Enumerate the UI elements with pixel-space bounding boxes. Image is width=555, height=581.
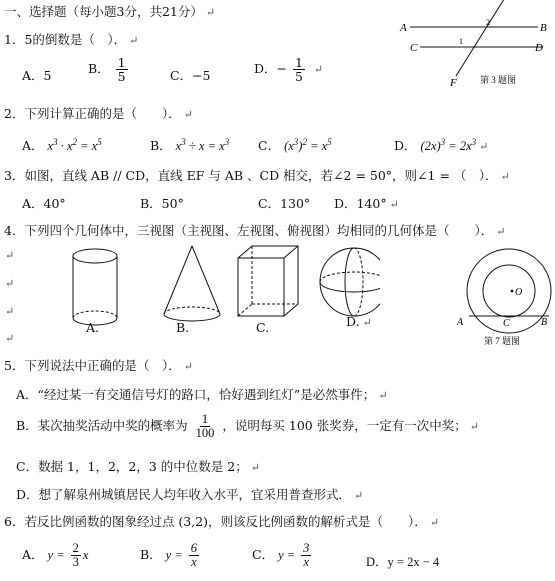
q1-d-fraction [293,56,305,83]
return-mark: ↵ [469,420,479,434]
q6-option-c [252,542,313,569]
q6-a-post: x [82,548,89,563]
return-mark: ↵ [5,277,15,290]
q5-stem-text: 5．下列说法中正确的是（ ）． [4,358,181,373]
label-d: D [535,42,543,54]
return-mark: ↵ [389,198,399,211]
numerator: 1 [117,55,126,70]
label-a: A [400,22,407,34]
label-b: B [541,317,548,328]
q2-c-expr: $(x^3)^2 = x^5$ [284,136,332,153]
q3-c-text: C．130° [258,196,311,211]
figure-7-diagram [452,246,555,350]
return-mark: ↵ [354,489,364,502]
return-mark: ↵ [362,316,372,329]
q2-b-expr: $x^3 \div x = x^3$ [175,136,230,153]
return-mark: ↵ [496,225,506,238]
q1-option-a [22,66,51,84]
q4-label-b: B. [176,320,190,335]
q3-stem [4,166,510,184]
denominator: 100 [195,426,215,441]
return-mark: ↵ [5,305,15,318]
return-mark: ↵ [429,516,440,529]
q3-b-text: B．50° [140,196,184,211]
label-o: O [515,287,523,298]
q1-b-fraction [116,56,128,83]
q6-stem [4,512,439,530]
numerator: 3 [303,541,310,555]
return-mark: ↵ [313,63,324,77]
q2-a-expr: $x^3 \cdot x^2 = x^5$ [47,136,102,153]
q3-option-d [334,194,399,212]
q6-stem-text: 6．若反比例函数的图象经过点 (3,2)，则该反比例函数的解析式是（ ）． [4,514,427,529]
q1-stem-text: 1．5的倒数是（ ）． [4,32,127,47]
section-title [4,2,215,20]
angle-1-label: 1 [459,37,463,46]
q5-option-d [16,485,363,503]
return-mark: ↵ [205,6,216,19]
q6-b-label: B． [140,547,162,563]
q2-stem [4,104,193,122]
return-mark: ↵ [5,332,15,345]
q2-c-label: C． [258,138,281,153]
q2-d-label: D． [394,138,417,153]
q4-label-d-text: D. [346,314,360,329]
q1-option-c [170,66,211,84]
return-mark: ↵ [5,249,15,262]
q2-b-label: B． [150,138,172,153]
q3-d-text: D．140° [334,196,387,211]
q5-b-fraction [194,413,217,440]
q1-option-b [88,56,130,83]
denominator: 5 [117,69,126,85]
q3-option-a [22,194,66,212]
q2-option-b [150,136,229,154]
q4-stem-text: 4．下列四个几何体中，三视图（主视图、左视图、俯视图）均相同的几何体是（ ）． [4,223,494,238]
q6-c-label: C． [252,547,275,563]
q4-label-a: A. [86,320,100,335]
q1-d-label: D．− [254,61,287,77]
label-b: B [540,22,547,34]
return-mark: ↵ [500,170,510,183]
q1-b-label: B． [88,61,110,77]
q4-stem [4,221,505,239]
return-mark: ↵ [183,108,193,121]
q3-option-b [140,194,184,212]
q5-a-text: A．“经过某一有交通信号灯的路口，恰好遇到红灯”是必然事件； [16,387,376,402]
q2-stem-text: 2．下列计算正确的是（ ）． [4,106,181,121]
label-a: A [457,317,464,328]
q5-option-b [16,413,479,440]
label-c: C [503,318,510,329]
return-mark: ↵ [183,360,193,373]
cube-figure [238,246,298,316]
q1-option-d [254,56,323,83]
q6-option-d [366,552,439,570]
q6-c-pre: y = [278,548,296,563]
q5-c-text: C．数据 1，1，2，2，3 的中位数是 2； [16,459,248,474]
sphere-figure [320,248,380,316]
q6-option-b [140,542,201,569]
figure-7-caption: 第 7 题图 [484,336,521,346]
q6-b-fraction [189,542,199,569]
q6-c-fraction [301,542,311,569]
q6-option-a [22,542,88,569]
q4-label-d [346,314,372,329]
angle-2-label: 2 [486,18,490,27]
q3-option-c [258,194,310,212]
q2-option-d [394,136,488,154]
denominator: x [303,555,310,570]
label-c: C [410,42,418,54]
q6-a-pre: y = [47,548,65,563]
denominator: 3 [72,555,79,570]
q5-b-post: ，说明每买 100 张奖券，一定有一次中奖； [222,418,467,434]
q1-c-text: C．−5 [170,68,211,83]
q6-a-fraction [71,542,81,569]
q5-option-a [16,385,388,403]
q3-stem-text: 3．如图，直线 AB // CD，直线 EF 与 AB 、CD 相交，若∠2 = 50°，则∠1 = （ ）． [4,168,498,183]
section-title-text: 一、选择题（每小题3分，共21分） [4,4,203,19]
return-mark: ↵ [378,389,388,402]
q5-b-pre: B．某次抽奖活动中奖的概率为 [16,418,188,434]
q4-label-c: C. [256,320,270,335]
q6-a-label: A． [22,547,44,563]
figure-3-diagram [398,0,548,92]
q6-d-text: D．y = 2x − 4 [366,555,440,569]
q6-b-pre: y = [165,548,183,563]
denominator: x [191,555,197,570]
q5-option-c [16,457,260,475]
cone-figure [164,246,220,321]
figure-3-caption: 第 3 题图 [480,75,517,85]
q1-stem [4,30,138,48]
numerator: 1 [201,412,209,426]
return-mark: ↵ [250,461,260,474]
q1-a-text: A．5 [22,68,52,83]
q2-a-label: A． [22,138,44,153]
q2-d-expr: $(2x)^3 = 2x^3$ [420,136,477,153]
return-mark: ↵ [129,34,139,47]
numerator: 2 [72,541,79,555]
cylinder-figure [73,249,117,325]
denominator: 5 [294,69,303,85]
q5-stem [4,356,193,374]
label-f: F [450,77,457,89]
return-mark: ↵ [479,140,489,153]
q5-d-text: D．想了解泉州城镇居民人均年收入水平，宜采用普查形式． [16,487,352,502]
numerator: 1 [294,55,303,70]
q2-option-c [258,136,332,154]
numerator: 6 [190,541,198,555]
q4-solids [60,244,380,336]
center-point [511,290,514,293]
q3-a-text: A．40° [22,196,66,211]
q2-option-a [22,136,102,154]
line-ef [456,0,506,76]
inner-circle [483,265,535,317]
